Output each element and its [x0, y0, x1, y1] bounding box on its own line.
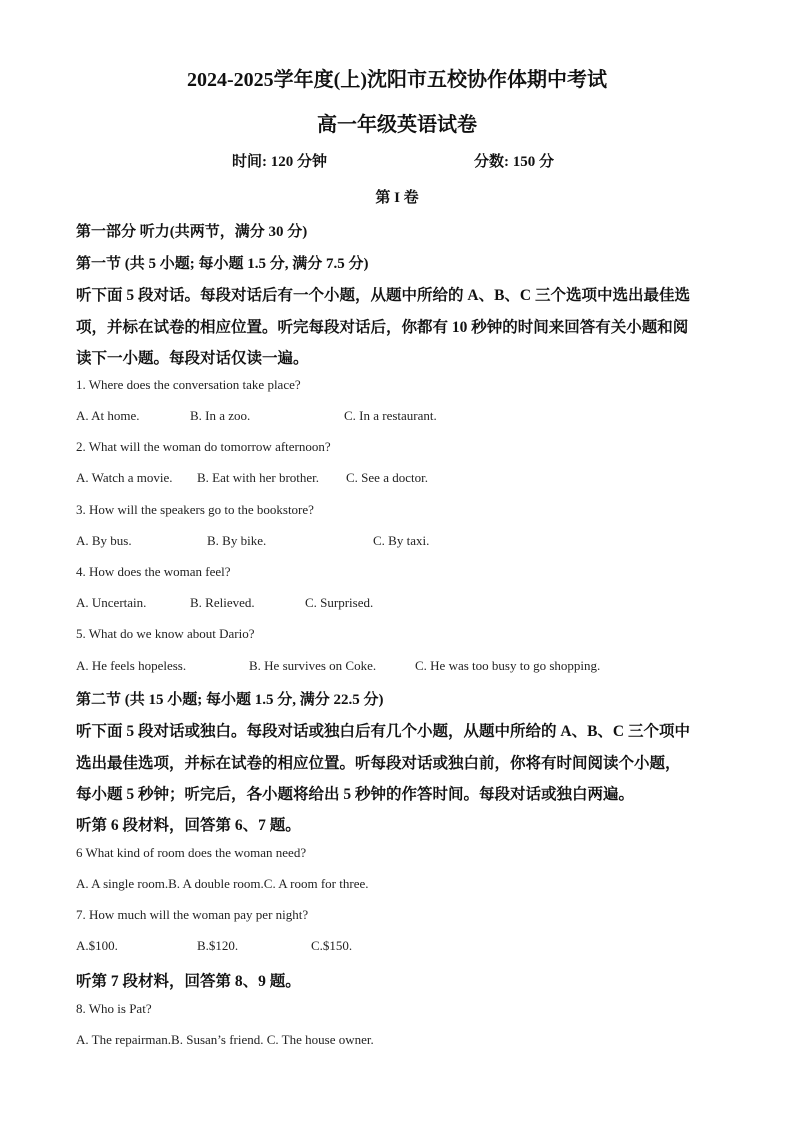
option-b: B. In a zoo. [190, 408, 251, 423]
section1-heading: 第一节 (共 5 小题; 每小题 1.5 分, 满分 7.5 分) [76, 256, 369, 272]
option-c: C. He was too busy to go shopping. [415, 658, 601, 673]
question-stem: 5. What do we know about Dario? [76, 626, 255, 641]
option-a: A. Uncertain. [76, 595, 147, 610]
option-b: B. He survives on Coke. [249, 658, 377, 673]
option-b: B.$120. [197, 938, 239, 953]
option-b: B. By bike. [207, 533, 267, 548]
option-b: B. Eat with her brother. [197, 470, 320, 485]
question-options: A. A single room.B. A double room.C. A room for three. [76, 876, 369, 891]
section1-instruction-line: 读下一小题。每段对话仅读一遍。 [76, 350, 309, 367]
option-a: A. By bus. [76, 533, 132, 548]
option-c: C.$150. [311, 938, 353, 953]
group7-heading: 听第 7 段材料，回答第 8、9 题。 [76, 973, 301, 990]
exam-title: 2024-2025学年度(上)沈阳市五校协作体期中考试 [187, 69, 607, 91]
exam-subtitle: 高一年级英语试卷 [317, 114, 477, 136]
section1-instruction-line: 听下面 5 段对话。每段对话后有一个小题，从题中所给的 A、B、C 三个选项中选出最佳选 [76, 287, 690, 304]
option-b: B. Relieved. [190, 595, 255, 610]
option-a: A.$100. [76, 938, 118, 953]
volume-label: 第 I 卷 [375, 190, 419, 206]
question-stem: 2. What will the woman do tomorrow afternoon? [76, 439, 331, 454]
section2-instruction-line: 选出最佳选项，并标在试卷的相应位置。听每段对话或独白前，你将有时间阅读个小题， [76, 755, 681, 772]
question-stem: 7. How much will the woman pay per night? [76, 907, 309, 922]
option-a: A. At home. [76, 408, 140, 423]
option-c: C. By taxi. [373, 533, 430, 548]
question-options: A. The repairman.B. Susan’s friend. C. The house owner. [76, 1032, 374, 1047]
section2-heading: 第二节 (共 15 小题; 每小题 1.5 分, 满分 22.5 分) [76, 692, 384, 708]
option-a: A. He feels hopeless. [76, 658, 187, 673]
question-stem: 4. How does the woman feel? [76, 564, 231, 579]
section2-instruction-line: 每小题 5 秒钟；听完后，各小题将给出 5 秒钟的作答时间。每段对话或独白两遍。 [76, 786, 635, 803]
question-stem: 6 What kind of room does the woman need? [76, 845, 307, 860]
option-c: C. In a restaurant. [344, 408, 437, 423]
part1-heading: 第一部分 听力(共两节，满分 30 分) [76, 224, 308, 240]
section1-instruction-line: 项，并标在试卷的相应位置。听完每段对话后，你都有 10 秒钟的时间来回答有关小题和阅 [76, 319, 689, 336]
option-a: A. Watch a movie. [76, 470, 173, 485]
exam-score: 分数: 150 分 [474, 154, 554, 170]
section2-instruction-line: 听下面 5 段对话或独白。每段对话或独白后有几个小题，从题中所给的 A、B、C 三个项中 [76, 723, 690, 740]
option-c: C. See a doctor. [346, 470, 428, 485]
option-c: C. Surprised. [305, 595, 374, 610]
question-stem: 8. Who is Pat? [76, 1001, 152, 1016]
question-stem: 3. How will the speakers go to the bookstore? [76, 502, 314, 517]
question-stem: 1. Where does the conversation take place? [76, 377, 301, 392]
group6-heading: 听第 6 段材料，回答第 6、7 题。 [76, 817, 301, 834]
exam-time: 时间: 120 分钟 [232, 154, 327, 170]
